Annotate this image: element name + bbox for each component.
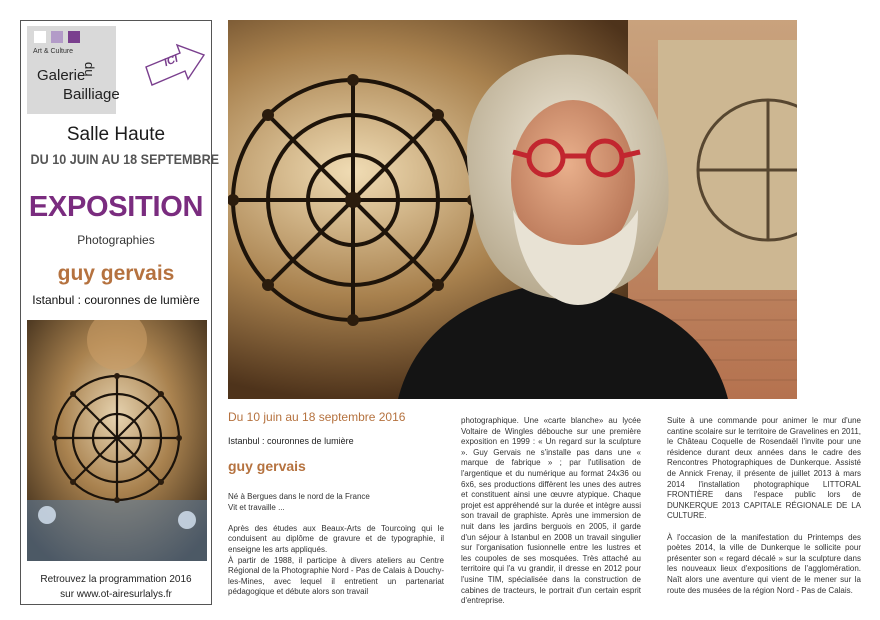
bio-lives: Vit et travaille ... <box>228 502 285 512</box>
chandelier-photo <box>27 320 207 561</box>
salle-title: Salle Haute <box>66 124 166 145</box>
galerie-logo <box>27 26 120 114</box>
photographies-label: Photographies <box>77 233 155 247</box>
banner-dates: DU 10 JUIN AU 18 SEPTEMBRE <box>30 151 220 167</box>
banner-subtitle: Istanbul : couronnes de lumière <box>32 293 200 307</box>
article-artist-name: guy gervais <box>228 458 306 474</box>
logo-du: du <box>82 62 97 77</box>
exposition-heading: EXPOSITION <box>28 191 204 223</box>
article-column-3 <box>667 416 861 596</box>
logo-galerie: Galerie <box>37 67 86 84</box>
banner-artist-name: guy gervais <box>57 262 175 285</box>
programmation-text: Retrouvez la programmation 2016 <box>40 574 192 585</box>
bio-studies: Après des études aux Beaux-Arts de Tourcoing qui le conduisent au diplôme de gravure et de typographie, il enseigne les arts appliqués. <box>228 523 444 554</box>
article-column-2 <box>461 416 641 607</box>
article-dates: Du 10 juin au 18 septembre 2016 <box>228 410 406 424</box>
logo-bailliage: Bailliage <box>63 86 120 103</box>
bio-commission: Suite à une commande pour animer le mur d'une cantine scolaire sur le territoire de Gravelines en 2011, le Château Coquelle de Rosendaël l'invite pour une résidence durant deux années dans le cadre des Rencontres Photographiques de Dunkerque. Assisté de Annick Frenay, il présente de juillet 2013 à mars 2014 l'installation photographique LITTORAL FRONTIÈRE dans l'espace public lors de DUNKERQUE 2013 CAPITALE RÉGIONALE DE LA CULTURE. <box>667 416 861 521</box>
ici-arrow-icon <box>144 39 206 89</box>
exhibition-banner <box>20 20 220 605</box>
ici-label: ICI <box>162 52 180 70</box>
bio-1988: À partir de 1988, il participe à divers ateliers au Centre Régional de la Photographie Nord - Pas de Calais à Douchy-les-Mines, avec lequel il entretient un partenariat pédagogique et débute alors son travail <box>228 555 444 597</box>
bio-birth: Né à Bergues dans le nord de la France <box>228 492 370 501</box>
bio-career: photographique. Une «carte blanche» au lycée Voltaire de Wingles débouche sur une première exposition en 1999 : « Un regard sur la sculpture ». Guy Gervais ne s'installe pas dans une « marque de fabrique » ; par l'utilisation de l'argentique et du numérique au format 24x36 ou 6x6, ses productions diffèrent les unes des autres et constituent ainsi une œuvre atypique. Chaque projet est appréhendé sur la durée et intègre aussi son travail de graphiste. Après une immersion de nuit dans les jardins berguois en 2005, il garde d'un séjour à Istanbul en 2008 un travail singulier sur l'organisation fusionnelle entre les lustres et les coupoles de ses mosquées. Très attaché au territoire qui l'a vu grandir, il dresse en 2012 pour l'usine TIM, spécialisée dans la construction de cabines de tracteurs, le portrait d'un certain esprit d'entreprise. <box>461 416 641 606</box>
logo-square-white <box>34 31 46 43</box>
article-column-1 <box>228 492 444 598</box>
website-link[interactable]: sur www.ot-airesurlalys.fr <box>60 589 172 600</box>
bio-printemps: À l'occasion de la manifestation du Printemps des poètes 2014, la ville de Dunkerque le sollicite pour présenter son « regard décalé » sur la sculpture dans les nouveaux lieux d'expositions de l'agglomération. Naît alors une aventure qui vient de le mener sur la route des musées de la région Nord - Pas de Calais. <box>667 532 861 595</box>
logo-art-culture: Art & Culture <box>33 48 74 55</box>
article-subtitle: Istanbul : couronnes de lumière <box>228 436 354 446</box>
logo-square-lilac <box>51 31 63 43</box>
logo-square-purple <box>68 31 80 43</box>
artist-portrait-photo <box>228 20 797 399</box>
